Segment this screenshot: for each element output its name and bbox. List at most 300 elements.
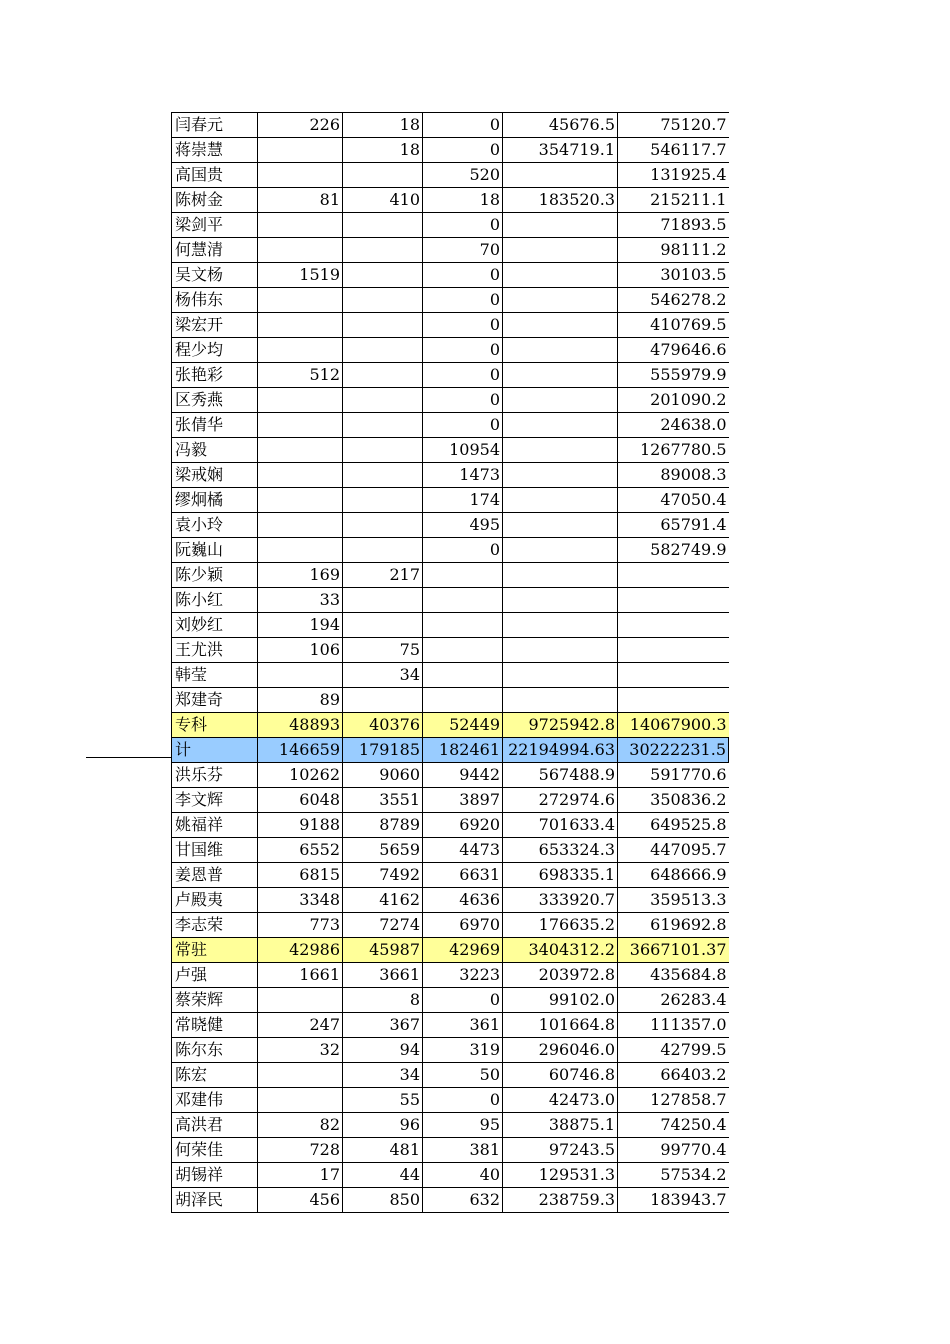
value-cell-c1: 10262: [258, 763, 343, 788]
value-cell-c3: 0: [423, 338, 503, 363]
value-cell-c2: 367: [343, 1013, 423, 1038]
value-cell-c5: 66403.2: [618, 1063, 729, 1088]
table-row: [172, 1088, 729, 1113]
value-cell-c5: 1267780.5: [618, 438, 729, 463]
value-cell-c3: 3223: [423, 963, 503, 988]
value-cell-c4: 101664.8: [503, 1013, 618, 1038]
value-cell-c4: [503, 213, 618, 238]
value-cell-c1: 226: [258, 113, 343, 138]
value-cell-c2: [343, 338, 423, 363]
row-name-cell: 蔡荣辉: [172, 988, 258, 1013]
value-cell-c3: 0: [423, 988, 503, 1013]
value-cell-c5: 89008.3: [618, 463, 729, 488]
table-row: [172, 638, 729, 663]
value-cell-c3: 0: [423, 213, 503, 238]
table-row: [172, 713, 729, 738]
value-cell-c1: 33: [258, 588, 343, 613]
table-body: [172, 113, 729, 1213]
value-cell-c1: 89: [258, 688, 343, 713]
value-cell-c1: [258, 213, 343, 238]
row-name-cell: 陈小红: [172, 588, 258, 613]
value-cell-c1: [258, 163, 343, 188]
value-cell-c4: [503, 413, 618, 438]
value-cell-c3: 0: [423, 363, 503, 388]
value-cell-c1: [258, 463, 343, 488]
value-cell-c2: [343, 388, 423, 413]
value-cell-c4: 567488.9: [503, 763, 618, 788]
value-cell-c2: 18: [343, 113, 423, 138]
table-row: [172, 563, 729, 588]
value-cell-c5: 131925.4: [618, 163, 729, 188]
value-cell-c4: [503, 388, 618, 413]
row-name-cell: 高洪君: [172, 1113, 258, 1138]
value-cell-c1: 106: [258, 638, 343, 663]
table-row: [172, 213, 729, 238]
value-cell-c4: 3404312.2: [503, 938, 618, 963]
value-cell-c3: 50: [423, 1063, 503, 1088]
value-cell-c1: [258, 238, 343, 263]
table-row: [172, 438, 729, 463]
value-cell-c5: 30222231.5: [618, 738, 729, 763]
value-cell-c5: 74250.4: [618, 1113, 729, 1138]
value-cell-c4: [503, 688, 618, 713]
value-cell-c4: 60746.8: [503, 1063, 618, 1088]
value-cell-c3: 0: [423, 388, 503, 413]
table-row: [172, 288, 729, 313]
value-cell-c4: 238759.3: [503, 1188, 618, 1213]
value-cell-c4: 354719.1: [503, 138, 618, 163]
value-cell-c5: 98111.2: [618, 238, 729, 263]
table-row: [172, 1138, 729, 1163]
value-cell-c1: [258, 1063, 343, 1088]
value-cell-c5: 26283.4: [618, 988, 729, 1013]
stray-border-line: [86, 757, 172, 758]
table-row: [172, 488, 729, 513]
value-cell-c3: 0: [423, 113, 503, 138]
value-cell-c5: [618, 588, 729, 613]
value-cell-c4: 698335.1: [503, 863, 618, 888]
value-cell-c3: 319: [423, 1038, 503, 1063]
value-cell-c4: [503, 588, 618, 613]
value-cell-c1: 456: [258, 1188, 343, 1213]
value-cell-c5: 47050.4: [618, 488, 729, 513]
value-cell-c5: [618, 663, 729, 688]
table-row: [172, 188, 729, 213]
value-cell-c2: [343, 688, 423, 713]
value-cell-c5: 42799.5: [618, 1038, 729, 1063]
value-cell-c2: 96: [343, 1113, 423, 1138]
value-cell-c5: 30103.5: [618, 263, 729, 288]
table-row: [172, 838, 729, 863]
row-name-cell: 陈树金: [172, 188, 258, 213]
value-cell-c5: 591770.6: [618, 763, 729, 788]
value-cell-c2: 34: [343, 1063, 423, 1088]
value-cell-c1: [258, 538, 343, 563]
row-name-cell: 梁剑平: [172, 213, 258, 238]
value-cell-c3: 70: [423, 238, 503, 263]
value-cell-c1: 6048: [258, 788, 343, 813]
value-cell-c4: [503, 363, 618, 388]
value-cell-c1: 728: [258, 1138, 343, 1163]
value-cell-c2: 8789: [343, 813, 423, 838]
value-cell-c2: 410: [343, 188, 423, 213]
value-cell-c1: [258, 988, 343, 1013]
value-cell-c5: 24638.0: [618, 413, 729, 438]
value-cell-c5: 201090.2: [618, 388, 729, 413]
value-cell-c1: [258, 488, 343, 513]
value-cell-c3: 3897: [423, 788, 503, 813]
table-row: [172, 138, 729, 163]
row-name-cell: 梁宏开: [172, 313, 258, 338]
table-row: [172, 738, 729, 763]
value-cell-c5: [618, 638, 729, 663]
table-row: [172, 238, 729, 263]
value-cell-c2: 217: [343, 563, 423, 588]
row-name-cell: 袁小玲: [172, 513, 258, 538]
value-cell-c5: 215211.1: [618, 188, 729, 213]
value-cell-c4: [503, 638, 618, 663]
row-name-cell: 李志荣: [172, 913, 258, 938]
value-cell-c4: [503, 488, 618, 513]
table-row: [172, 463, 729, 488]
value-cell-c2: [343, 513, 423, 538]
row-name-cell: 常晓健: [172, 1013, 258, 1038]
value-cell-c3: 1473: [423, 463, 503, 488]
table-row: [172, 1013, 729, 1038]
value-cell-c4: 97243.5: [503, 1138, 618, 1163]
table-row: [172, 338, 729, 363]
value-cell-c5: 619692.8: [618, 913, 729, 938]
row-name-cell: 王尤洪: [172, 638, 258, 663]
value-cell-c2: 9060: [343, 763, 423, 788]
value-cell-c3: 40: [423, 1163, 503, 1188]
row-name-cell: 胡锡祥: [172, 1163, 258, 1188]
table-row: [172, 1063, 729, 1088]
value-cell-c4: 9725942.8: [503, 713, 618, 738]
table-row: [172, 963, 729, 988]
value-cell-c2: 481: [343, 1138, 423, 1163]
value-cell-c4: [503, 263, 618, 288]
value-cell-c1: 9188: [258, 813, 343, 838]
value-cell-c5: 111357.0: [618, 1013, 729, 1038]
value-cell-c3: 10954: [423, 438, 503, 463]
value-cell-c4: [503, 538, 618, 563]
row-name-cell: 冯毅: [172, 438, 258, 463]
row-name-cell: 何慧清: [172, 238, 258, 263]
row-name-cell: 卢强: [172, 963, 258, 988]
value-cell-c1: 17: [258, 1163, 343, 1188]
row-name-cell: 邓建伟: [172, 1088, 258, 1113]
row-name-cell: 卢殿夷: [172, 888, 258, 913]
value-cell-c3: 6970: [423, 913, 503, 938]
row-name-cell: 姜恩普: [172, 863, 258, 888]
value-cell-c2: 18: [343, 138, 423, 163]
value-cell-c1: 42986: [258, 938, 343, 963]
value-cell-c5: 648666.9: [618, 863, 729, 888]
value-cell-c5: 3667101.37: [618, 938, 729, 963]
table-row: [172, 313, 729, 338]
value-cell-c3: 42969: [423, 938, 503, 963]
value-cell-c2: 45987: [343, 938, 423, 963]
value-cell-c1: 1519: [258, 263, 343, 288]
value-cell-c5: 546278.2: [618, 288, 729, 313]
row-name-cell: 张艳彩: [172, 363, 258, 388]
table-row: [172, 363, 729, 388]
value-cell-c5: 183943.7: [618, 1188, 729, 1213]
value-cell-c4: 203972.8: [503, 963, 618, 988]
value-cell-c3: 9442: [423, 763, 503, 788]
row-name-cell: 陈少颖: [172, 563, 258, 588]
value-cell-c5: [618, 563, 729, 588]
value-cell-c5: 127858.7: [618, 1088, 729, 1113]
table-row: [172, 863, 729, 888]
row-name-cell: 梁戒娴: [172, 463, 258, 488]
value-cell-c3: 632: [423, 1188, 503, 1213]
table-row: [172, 688, 729, 713]
value-cell-c5: 435684.8: [618, 963, 729, 988]
table-row: [172, 163, 729, 188]
value-cell-c2: [343, 263, 423, 288]
value-cell-c4: 176635.2: [503, 913, 618, 938]
value-cell-c2: 94: [343, 1038, 423, 1063]
value-cell-c2: [343, 313, 423, 338]
value-cell-c5: [618, 688, 729, 713]
row-name-cell: 常驻: [172, 938, 258, 963]
row-name-cell: 程少均: [172, 338, 258, 363]
row-name-cell: 吴文杨: [172, 263, 258, 288]
value-cell-c1: 81: [258, 188, 343, 213]
value-cell-c2: [343, 588, 423, 613]
value-cell-c4: 296046.0: [503, 1038, 618, 1063]
value-cell-c3: 0: [423, 538, 503, 563]
value-cell-c5: 582749.9: [618, 538, 729, 563]
value-cell-c4: [503, 288, 618, 313]
value-cell-c1: 773: [258, 913, 343, 938]
value-cell-c3: 4636: [423, 888, 503, 913]
table-row: [172, 413, 729, 438]
value-cell-c3: 174: [423, 488, 503, 513]
row-name-cell: 韩莹: [172, 663, 258, 688]
table-row: [172, 938, 729, 963]
table-row: [172, 813, 729, 838]
value-cell-c5: 71893.5: [618, 213, 729, 238]
value-cell-c5: 410769.5: [618, 313, 729, 338]
value-cell-c3: 0: [423, 1088, 503, 1113]
table-row: [172, 913, 729, 938]
value-cell-c5: 75120.7: [618, 113, 729, 138]
value-cell-c1: [258, 438, 343, 463]
value-cell-c2: 8: [343, 988, 423, 1013]
value-cell-c5: 99770.4: [618, 1138, 729, 1163]
value-cell-c4: 129531.3: [503, 1163, 618, 1188]
value-cell-c5: 649525.8: [618, 813, 729, 838]
value-cell-c4: [503, 513, 618, 538]
value-cell-c4: [503, 663, 618, 688]
value-cell-c4: 272974.6: [503, 788, 618, 813]
value-cell-c1: 6552: [258, 838, 343, 863]
value-cell-c5: 546117.7: [618, 138, 729, 163]
value-cell-c4: 653324.3: [503, 838, 618, 863]
table-row: [172, 1188, 729, 1213]
value-cell-c2: [343, 363, 423, 388]
value-cell-c3: [423, 563, 503, 588]
value-cell-c2: [343, 413, 423, 438]
value-cell-c1: [258, 288, 343, 313]
value-cell-c3: 4473: [423, 838, 503, 863]
value-cell-c5: 65791.4: [618, 513, 729, 538]
value-cell-c2: 34: [343, 663, 423, 688]
row-name-cell: 计: [172, 738, 258, 763]
value-cell-c2: [343, 238, 423, 263]
row-name-cell: 区秀燕: [172, 388, 258, 413]
value-cell-c4: [503, 313, 618, 338]
table-row: [172, 613, 729, 638]
value-cell-c4: [503, 238, 618, 263]
value-cell-c2: 850: [343, 1188, 423, 1213]
value-cell-c1: [258, 138, 343, 163]
value-cell-c1: [258, 388, 343, 413]
value-cell-c2: [343, 488, 423, 513]
value-cell-c1: [258, 663, 343, 688]
value-cell-c3: [423, 613, 503, 638]
value-cell-c5: 359513.3: [618, 888, 729, 913]
value-cell-c4: [503, 563, 618, 588]
value-cell-c5: [618, 613, 729, 638]
value-cell-c2: [343, 463, 423, 488]
table-row: [172, 663, 729, 688]
table-row: [172, 388, 729, 413]
row-name-cell: 刘妙红: [172, 613, 258, 638]
value-cell-c5: 350836.2: [618, 788, 729, 813]
value-cell-c3: 381: [423, 1138, 503, 1163]
row-name-cell: 杨伟东: [172, 288, 258, 313]
value-cell-c1: 3348: [258, 888, 343, 913]
value-cell-c2: [343, 163, 423, 188]
table-row: [172, 113, 729, 138]
value-cell-c2: 40376: [343, 713, 423, 738]
table-row: [172, 588, 729, 613]
value-cell-c1: 48893: [258, 713, 343, 738]
row-name-cell: 蒋崇慧: [172, 138, 258, 163]
table-row: [172, 1163, 729, 1188]
table-row: [172, 788, 729, 813]
value-cell-c1: 512: [258, 363, 343, 388]
table-row: [172, 988, 729, 1013]
value-cell-c1: 247: [258, 1013, 343, 1038]
value-cell-c5: 555979.9: [618, 363, 729, 388]
value-cell-c1: [258, 313, 343, 338]
value-cell-c4: 183520.3: [503, 188, 618, 213]
value-cell-c4: [503, 163, 618, 188]
value-cell-c3: 0: [423, 263, 503, 288]
value-cell-c1: 82: [258, 1113, 343, 1138]
value-cell-c3: 0: [423, 288, 503, 313]
value-cell-c3: 495: [423, 513, 503, 538]
table-row: [172, 1113, 729, 1138]
value-cell-c2: 7274: [343, 913, 423, 938]
table-row: [172, 263, 729, 288]
value-cell-c3: [423, 588, 503, 613]
row-name-cell: 何荣佳: [172, 1138, 258, 1163]
table-row: [172, 888, 729, 913]
value-cell-c4: [503, 338, 618, 363]
value-cell-c5: 447095.7: [618, 838, 729, 863]
value-cell-c3: 0: [423, 138, 503, 163]
value-cell-c4: 22194994.63: [503, 738, 618, 763]
value-cell-c2: 3551: [343, 788, 423, 813]
value-cell-c3: 182461: [423, 738, 503, 763]
value-cell-c4: [503, 463, 618, 488]
value-cell-c3: 6631: [423, 863, 503, 888]
value-cell-c1: 194: [258, 613, 343, 638]
row-name-cell: 闫春元: [172, 113, 258, 138]
row-name-cell: 郑建奇: [172, 688, 258, 713]
row-name-cell: 胡泽民: [172, 1188, 258, 1213]
value-cell-c1: 1661: [258, 963, 343, 988]
row-name-cell: 李文辉: [172, 788, 258, 813]
value-cell-c3: 95: [423, 1113, 503, 1138]
value-cell-c2: 7492: [343, 863, 423, 888]
value-cell-c4: 701633.4: [503, 813, 618, 838]
table-row: [172, 763, 729, 788]
value-cell-c4: 42473.0: [503, 1088, 618, 1113]
value-cell-c2: [343, 288, 423, 313]
value-cell-c2: 55: [343, 1088, 423, 1113]
row-name-cell: 张倩华: [172, 413, 258, 438]
value-cell-c5: 14067900.3: [618, 713, 729, 738]
row-name-cell: 专科: [172, 713, 258, 738]
value-cell-c1: 6815: [258, 863, 343, 888]
value-cell-c3: [423, 688, 503, 713]
row-name-cell: 洪乐芬: [172, 763, 258, 788]
value-cell-c1: 169: [258, 563, 343, 588]
row-name-cell: 阮巍山: [172, 538, 258, 563]
value-cell-c4: 38875.1: [503, 1113, 618, 1138]
value-cell-c2: 5659: [343, 838, 423, 863]
row-name-cell: 姚福祥: [172, 813, 258, 838]
value-cell-c4: 99102.0: [503, 988, 618, 1013]
table-row: [172, 1038, 729, 1063]
value-cell-c2: 179185: [343, 738, 423, 763]
value-cell-c3: 18: [423, 188, 503, 213]
value-cell-c4: 45676.5: [503, 113, 618, 138]
value-cell-c2: 4162: [343, 888, 423, 913]
value-cell-c2: 3661: [343, 963, 423, 988]
value-cell-c2: [343, 213, 423, 238]
value-cell-c1: [258, 338, 343, 363]
value-cell-c3: 520: [423, 163, 503, 188]
value-cell-c3: [423, 638, 503, 663]
value-cell-c2: 75: [343, 638, 423, 663]
table-row: [172, 538, 729, 563]
value-cell-c3: 361: [423, 1013, 503, 1038]
value-cell-c2: [343, 613, 423, 638]
value-cell-c1: 32: [258, 1038, 343, 1063]
value-cell-c2: 44: [343, 1163, 423, 1188]
value-cell-c3: 52449: [423, 713, 503, 738]
value-cell-c4: 333920.7: [503, 888, 618, 913]
value-cell-c1: [258, 1088, 343, 1113]
value-cell-c5: 479646.6: [618, 338, 729, 363]
value-cell-c1: 146659: [258, 738, 343, 763]
row-name-cell: 甘国维: [172, 838, 258, 863]
value-cell-c4: [503, 613, 618, 638]
row-name-cell: 陈尔东: [172, 1038, 258, 1063]
row-name-cell: 高国贵: [172, 163, 258, 188]
value-cell-c2: [343, 438, 423, 463]
value-cell-c3: 0: [423, 413, 503, 438]
value-cell-c2: [343, 538, 423, 563]
